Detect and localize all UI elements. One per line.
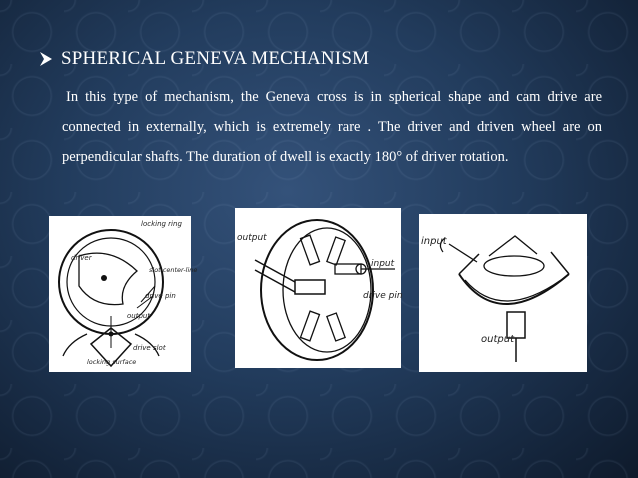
label-slot-centerline: slot center-line [149,266,198,274]
arrow-bullet-icon [39,51,53,67]
label-drive-pin: drive pin [363,291,403,301]
label-output: output [127,312,151,320]
figure-geneva-schematic [49,216,198,372]
spherical-wheel-drawing [235,208,401,368]
label-drive-slot: drive slot [133,344,166,352]
label-input: input [421,236,447,247]
figure-spherical-wheel [235,208,401,368]
label-output: output [237,233,267,243]
label-output: output [481,334,514,345]
schematic-drawing [49,216,198,372]
heading-text: SPHERICAL GENEVA MECHANISM [61,48,370,69]
label-drive-pin: drive pin [145,292,176,300]
3d-view-drawing [419,214,587,372]
label-locking-ring: locking ring [141,220,182,228]
label-driver: driver [71,254,92,262]
label-input: input [371,259,395,269]
slide-heading [39,48,369,70]
label-locking-surface: locking surface [87,358,137,366]
description-paragraph: In this type of mechanism, the Geneva cross is in spherical shape and cam drive are connected in externally, which is extremely rare . The driver and driven wheel are on perpendicular shafts. The duration of dwell is exactly 180° of driver rotation. [62,89,602,165]
figure-3d-view [419,214,587,372]
